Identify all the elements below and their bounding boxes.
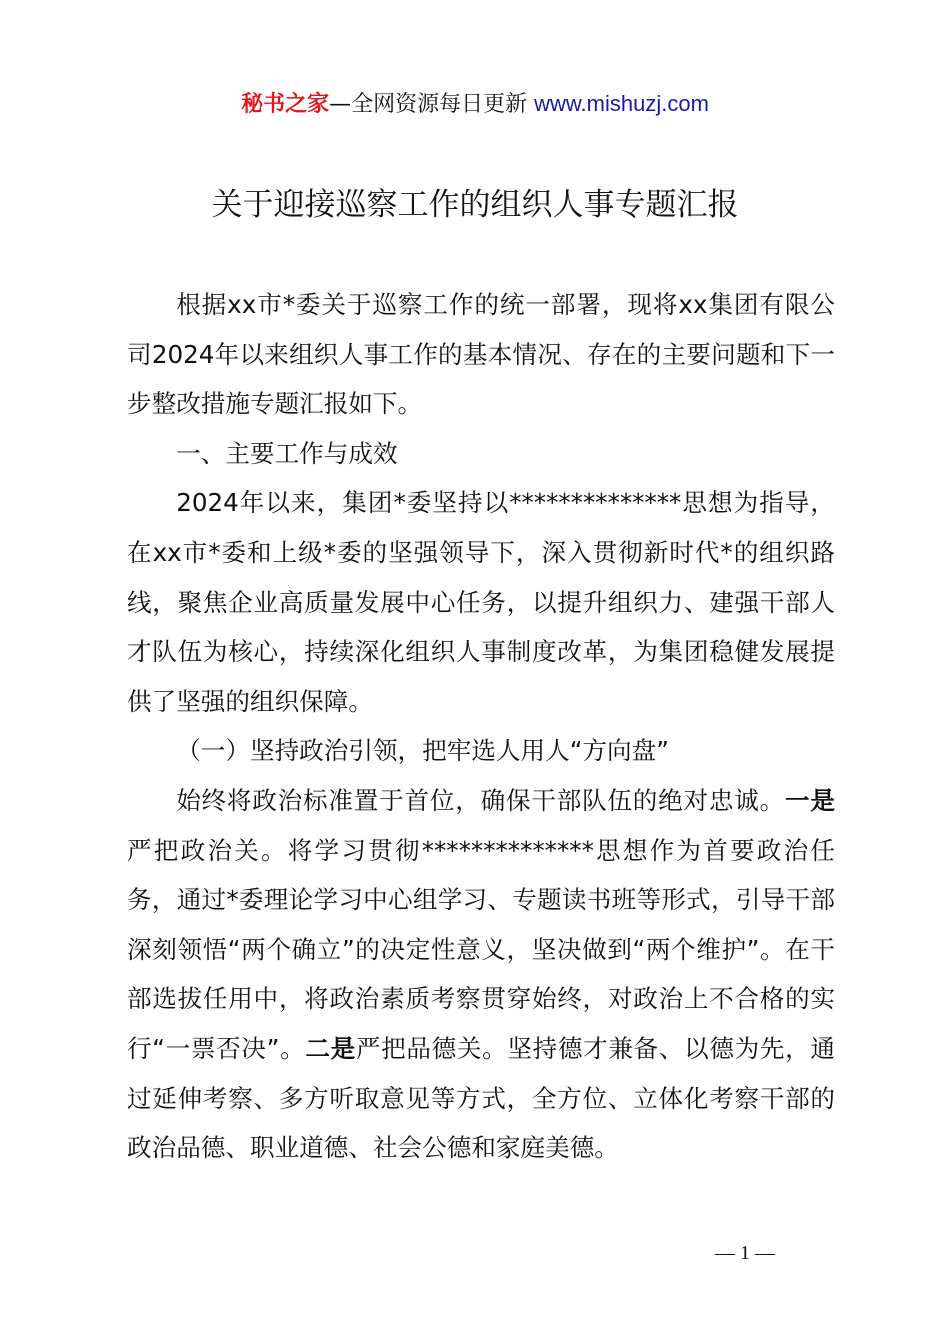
section-paragraph: 2024年以来，集团*委坚持以**************思想为指导，在xx市*委和上级*委的坚强领导下，深入贯彻新时代*的组织路线，聚焦企业高质量发展中心任务，以提升组织力、建强干部人才队伍为核心，持续深化组织人事制度改革，为集团稳健发展提供了坚强的组织保障。 [127, 488, 835, 716]
site-name: 秘书之家 [241, 92, 330, 117]
points-paragraph [127, 776, 835, 1173]
document-title: 关于迎接巡察工作的组织人事专题汇报 [211, 187, 739, 223]
document-body [127, 280, 835, 1173]
section-heading: 一、主要工作与成效 [176, 438, 398, 468]
point-2-label: 二是 [305, 1033, 356, 1063]
page-number: — 1 — [715, 1242, 775, 1264]
site-header [0, 88, 950, 121]
subsection-heading: （一）坚持政治引领，把牢选人用人“方向盘” [176, 736, 669, 766]
site-tagline: —全网资源每日更新 [329, 92, 528, 117]
subsection-lead: 始终将政治标准置于首位，确保干部队伍的绝对忠诚。 [176, 785, 786, 815]
point-1-label: 一是 [785, 785, 835, 815]
intro-paragraph: 根据xx市*委关于巡察工作的统一部署，现将xx集团有限公司2024年以来组织人事工作的基本情况、存在的主要问题和下一步整改措施专题汇报如下。 [127, 290, 835, 419]
point-2-text: 严把品德关。坚持德才兼备、以德为先，通过延伸考察、多方听取意见等方式，全方位、立体化考察干部的政治品德、职业道德、社会公德和家庭美德。 [127, 1033, 835, 1163]
site-url-link[interactable]: www.mishuzj.com [534, 91, 709, 116]
point-1-text: 严把政治关。将学习贯彻**************思想作为首要政治任务，通过*委理论学习中心组学习、专题读书班等形式，引导干部深刻领悟“两个确立”的决定性意义，坚决做到“两个维护”。在干部选拔任用中，将政治素质考察贯穿始终，对政治上不合格的实行“一票否决”。 [127, 835, 835, 1063]
